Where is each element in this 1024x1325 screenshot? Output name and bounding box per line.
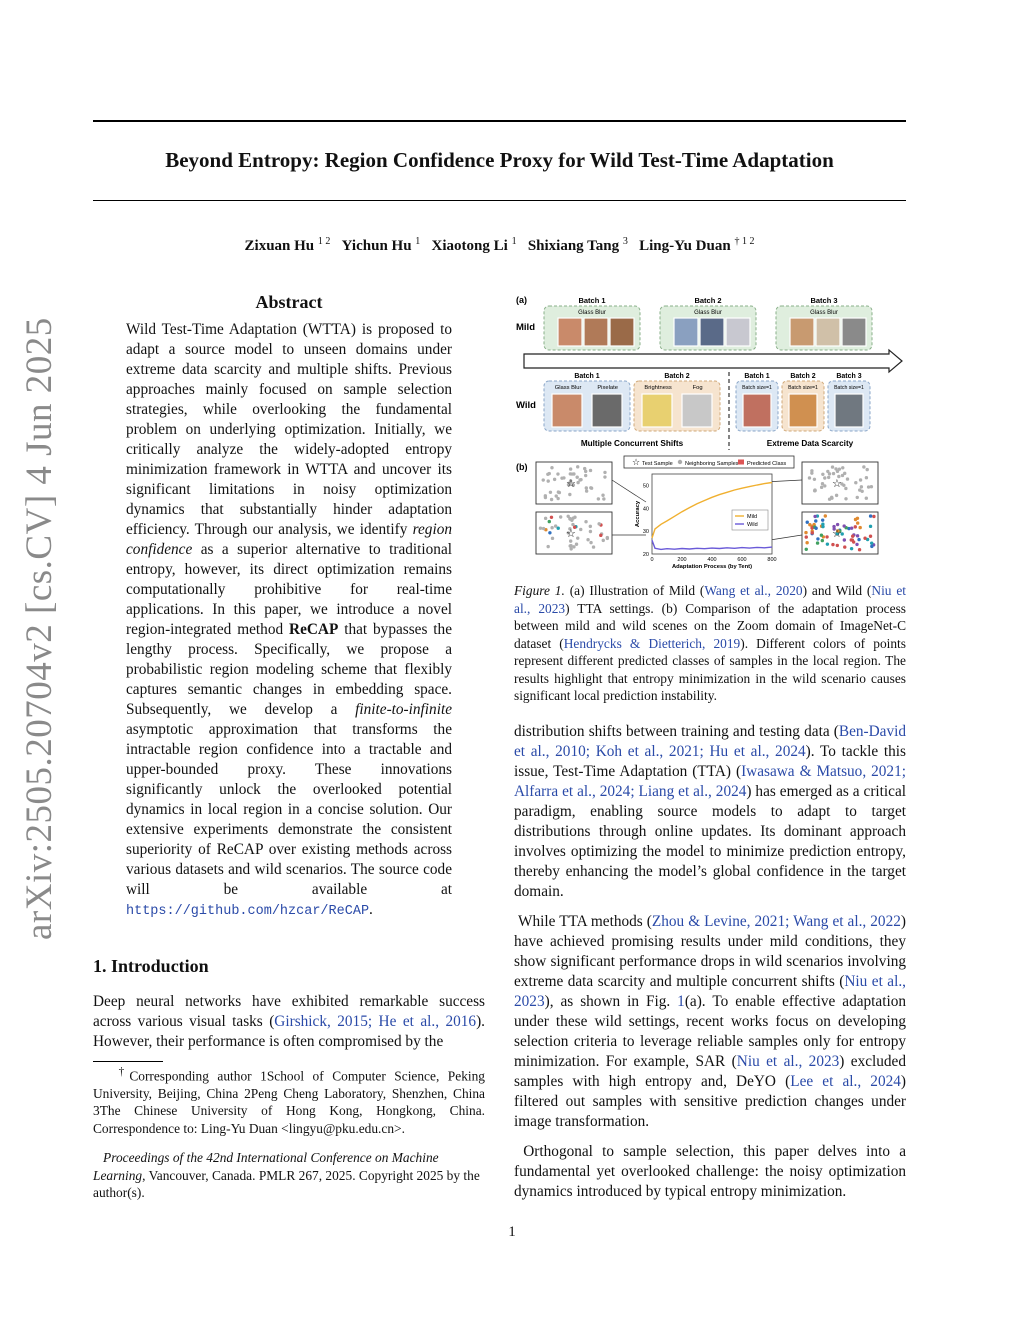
scatter-point <box>820 486 823 489</box>
timeline-arrow <box>524 350 902 372</box>
legend-neighboring: Neighboring Samples <box>685 461 739 467</box>
shift-label: Glass Blur <box>578 310 606 316</box>
scatter-point <box>805 535 808 538</box>
intro-paragraph-4: Orthogonal to sample selection, this paper delves into a fundamental yet overlooked challenge: the noisy optimization dynamics introduced by typical entropy minimization. <box>514 1143 906 1200</box>
scatter-point <box>820 534 823 537</box>
scatter-point <box>816 537 819 540</box>
scatter-point <box>569 547 572 550</box>
scatter-point <box>814 527 817 530</box>
scatter-point <box>863 537 866 540</box>
scatter-point <box>551 537 554 540</box>
star-icon: ☆ <box>566 478 576 490</box>
shift-label: Glass Blur <box>694 310 722 316</box>
scatter-point <box>585 486 588 489</box>
scatter-point <box>828 498 831 501</box>
scatter-point <box>858 548 861 551</box>
scatter-point <box>856 496 859 499</box>
scatter-point <box>826 470 829 473</box>
scatter-point <box>576 536 579 539</box>
intro-paragraph-1: Deep neural networks have exhibited remarkable success across various visual tasks (Girshick, 2015; He et al., 2016). However, their performance is often compromised by the <box>93 993 485 1050</box>
scatter-point <box>857 538 860 541</box>
citation-link[interactable]: Hendrycks & Dietterich, 2019 <box>563 635 741 651</box>
scatter-point <box>836 523 839 526</box>
citation-link[interactable]: Zhou & Levine, 2021; Wang et al., 2022 <box>651 913 901 930</box>
legend-test-sample: Test Sample <box>642 461 673 467</box>
scatter-point <box>602 539 605 542</box>
scatter-point <box>869 525 872 528</box>
batch-label: Batch 3 <box>836 373 862 380</box>
scatter-point <box>832 472 835 475</box>
intro-paragraph-3: While TTA methods (Zhou & Levine, 2021; Wang et al., 2022) have achieved promising results under mild conditions, they show significant performance drops in wild scenarios involving extreme data scarcity and multiple concurrent shifts (Niu et al., 2023), as shown in Fig. 1(a). To enable effective adaptation under these wild settings, recent works focus on developing selection criteria to leverage reliable samples only for entropy minimization. For example, SAR (Niu et al., 2023) excluded samples with high entropy and, DeYO (Lee et al., 2024) filtered out samples with sensitive prediction changes under image transformation. <box>514 913 907 1130</box>
citation-link[interactable]: Niu et al., 2023 <box>736 1053 840 1070</box>
sample-image <box>790 318 814 346</box>
scatter-point <box>831 543 834 546</box>
scatter-point <box>811 531 814 534</box>
scatter-point <box>838 467 841 470</box>
proceedings-note: Proceedings of the 42nd International Conference on Machine Learning, Vancouver, Canada. PMLR 267, 2025. Copyright 2025 by the author(s). <box>93 1150 480 1200</box>
shift-label: Glass Blur <box>810 310 838 316</box>
author-name: Zixuan Hu $^{1 2}$ <box>244 236 331 254</box>
gray-dot-icon <box>678 460 682 464</box>
scatter-point <box>842 524 845 527</box>
scatter-point <box>579 478 582 481</box>
scatter-point <box>603 471 606 474</box>
scatter-point <box>869 535 872 538</box>
batch-label: Batch 2 <box>694 296 722 305</box>
scatter-point <box>539 527 542 530</box>
row-label-wild: Wild <box>516 400 536 411</box>
group-label-scarcity: Extreme Data Scarcity <box>766 439 854 448</box>
figure-1 <box>514 290 906 572</box>
scatter-point <box>575 476 578 479</box>
accuracy-chart <box>635 474 777 570</box>
sample-image <box>842 318 866 346</box>
scatter-point <box>550 466 553 469</box>
scatter-point <box>836 544 839 547</box>
scatter-point <box>813 488 816 491</box>
citation-link[interactable]: Wang et al., 2020 <box>704 583 803 598</box>
sample-image <box>642 394 672 427</box>
y-tick-label: 20 <box>642 552 649 558</box>
scatter-point <box>589 530 592 533</box>
scatter-point <box>586 538 589 541</box>
sample-image <box>816 318 840 346</box>
scatter-point <box>851 535 854 538</box>
scatter-point <box>843 538 846 541</box>
scatter-point <box>589 525 592 528</box>
scatter-point <box>549 491 552 494</box>
sample-image <box>592 394 622 427</box>
scatter-point <box>841 466 844 469</box>
y-tick-label: 30 <box>642 529 649 536</box>
footnote-rule <box>93 1061 163 1062</box>
figure-legend <box>624 456 794 468</box>
scatter-point <box>860 490 863 493</box>
y-axis-label: Accuracy <box>635 500 641 528</box>
scatter-point <box>542 478 545 481</box>
legend-predicted-class: Predicted Class <box>747 461 787 467</box>
panel-a-label: (a) <box>516 295 527 305</box>
scatter-point <box>859 478 862 481</box>
scatter-point <box>602 497 605 500</box>
scatter-point <box>850 547 853 550</box>
scatter-point <box>866 468 869 471</box>
scatter-point <box>570 472 573 475</box>
legend-label: Mild <box>747 514 758 520</box>
scatter-point <box>821 525 824 528</box>
citation-link[interactable]: Niu et al., 2023 <box>514 583 907 616</box>
x-tick-label: 400 <box>707 557 717 563</box>
scatter-point <box>823 476 826 479</box>
scatter-point <box>865 476 868 479</box>
author-affiliation: 1 <box>511 236 517 247</box>
scatter-point <box>557 490 560 493</box>
title-rule-top <box>93 120 906 122</box>
y-tick-label: 50 <box>642 483 649 490</box>
citation-link[interactable]: Ben-David et al., 2010; Koh et al., 2021; Hu et al., 2024 <box>514 723 906 760</box>
shift-label: Batch size=1 <box>788 385 818 391</box>
scatter-point <box>821 482 824 485</box>
scatter-point <box>550 498 553 501</box>
scatter-point <box>808 523 811 526</box>
batch-label: Batch 1 <box>574 373 600 380</box>
scatter-point <box>589 486 592 489</box>
star-icon: ☆ <box>566 528 576 540</box>
x-tick-label: 600 <box>737 557 747 563</box>
author-name: Yichun Hu $^1$ <box>341 236 421 254</box>
author-name: Ling-Yu Duan $^{\dagger 1 2}$ <box>639 236 755 254</box>
shift-label: Glass Blur <box>554 385 582 391</box>
star-icon: ☆ <box>632 457 641 467</box>
scatter-point <box>568 544 571 547</box>
scatter-point <box>546 545 549 548</box>
scatter-point <box>843 472 846 475</box>
page-number: 1 <box>508 1224 516 1240</box>
scatter-point <box>870 545 873 548</box>
citation-link[interactable]: Niu et al., 2023 <box>514 973 906 1010</box>
paper-title: Beyond Entropy: Region Confidence Proxy for Wild Test-Time Adaptation <box>165 148 834 172</box>
scatter-point <box>850 538 853 541</box>
batch-label: Batch 3 <box>810 296 838 305</box>
legend-label: Wild <box>747 522 758 528</box>
scatter-point <box>854 481 857 484</box>
scatter-point <box>550 526 553 529</box>
code-link[interactable]: https://github.com/hzcar/ReCAP <box>126 904 370 919</box>
scatter-point <box>576 465 579 468</box>
section-heading-introduction: 1. Introduction <box>93 956 209 976</box>
scatter-point <box>862 465 865 468</box>
x-tick-label: 0 <box>650 557 654 563</box>
sample-image <box>552 394 582 427</box>
scatter-point <box>584 474 587 477</box>
scatter-point <box>556 472 559 475</box>
scatter-point <box>548 472 551 475</box>
zoom-connector <box>612 480 646 502</box>
intro-paragraph-2: distribution shifts between training and testing data (Ben-David et al., 2010; Koh et al., 2021; Hu et al., 2024). To tackle this issue, Test-Time Adaptation (TTA) (Iwasawa & Matsuo, 2021; Alfarra et al., 2024; Liang et al., 2024) has emerged as a critical paradigm, enabling source models to adapt to target distributions through online updates. Its dominant approach involves optimizing the model to minimize prediction entropy, thereby enhancing the model’s global confidence in the target domain. <box>514 723 907 900</box>
shift-label: Batch size=1 <box>834 385 864 391</box>
author-affiliation: † 1 2 <box>734 236 755 247</box>
scatter-point <box>597 497 600 500</box>
scatter-point <box>825 535 828 538</box>
scatter-point <box>806 521 809 524</box>
scatter-point <box>821 539 824 542</box>
sample-image <box>726 318 750 346</box>
scatter-point <box>856 517 859 520</box>
sample-image <box>610 318 634 346</box>
scatter-point <box>821 473 824 476</box>
scatter-point <box>808 476 811 479</box>
scatter-point <box>603 475 606 478</box>
scatter-point <box>542 527 545 530</box>
x-tick-label: 200 <box>677 557 687 563</box>
scatter-point <box>824 514 827 517</box>
scatter-point <box>553 478 556 481</box>
batch-label: Batch 2 <box>664 373 690 380</box>
scatter-point <box>826 542 829 545</box>
sample-image <box>674 318 698 346</box>
group-label-shifts: Multiple Concurrent Shifts <box>580 439 684 448</box>
scatter-point <box>870 541 873 544</box>
row-label-mild: Mild <box>516 322 535 333</box>
scatter-point <box>589 469 592 472</box>
scatter-point <box>856 534 859 537</box>
scatter-point <box>599 534 602 537</box>
scatter-point <box>597 522 600 525</box>
citation-link[interactable]: Girshick, 2015; He et al., 2016 <box>274 1013 477 1030</box>
scatter-point <box>827 476 830 479</box>
scatter-point <box>816 541 819 544</box>
scatter-point <box>584 470 587 473</box>
scatter-point <box>846 477 849 480</box>
scatter-point <box>544 517 547 520</box>
scatter-point <box>548 520 551 523</box>
scatter-point <box>576 481 579 484</box>
scatter-point <box>568 493 571 496</box>
sample-image <box>789 394 817 427</box>
scatter-point <box>869 514 872 517</box>
scatter-point <box>579 528 582 531</box>
citation-link[interactable]: Iwasawa & Matsuo, 2021; Alfarra et al., 2024; Liang et al., 2024 <box>514 763 906 800</box>
scatter-point <box>843 545 846 548</box>
scatter-point <box>855 543 858 546</box>
scatter-point <box>854 525 857 528</box>
abstract-body: Wild Test-Time Adaptation (WTTA) is proposed to adapt a source model to unseen domains under extreme data scarcity and multiple shifts. Previous approaches mainly focused on sample selection strategies, while overlooking the fundamental problem on underlying optimization. Initially, we critically analyze the widely-adopted entropy minimization framework in WTTA and uncover its significant limitations in noisy optimization dynamics that substantially hinder adaptation efficiency. Through our analysis, we identify region confidence as a superior alternative to traditional entropy, however, its direct optimization remains computationally prohibitive for real-time applications. In this paper, we introduce a novel region-integrated method ReCAP that bypasses the lengthy process. Specifically, we propose a probabilistic region modeling scheme that flexibly captures semantic changes in embedding space. Subsequently, we develop a finite-to-infinite asymptotic approximation that transforms the intractable region confidence into a tractable and upper-bounded proxy. These innovations significantly unlock the overlooked potential dynamics in local region in a concise solution. Our extensive experiments demonstrate the consistent superiority of ReCAP over existing methods across various datasets and wild scenarios. The source code will be available at https://github.com/hzcar/ReCAP. <box>126 321 452 919</box>
scatter-point <box>813 478 816 481</box>
sample-image <box>584 318 608 346</box>
scatter-point <box>559 515 562 518</box>
scatter-point <box>831 465 834 468</box>
author-name: Xiaotong Li $^1$ <box>431 236 517 254</box>
scatter-point <box>865 497 868 500</box>
scatter-point <box>804 531 807 534</box>
scatter-point <box>813 515 816 518</box>
abstract-heading: Abstract <box>255 292 323 312</box>
mild-batches <box>544 296 872 350</box>
shift-label: Pixelate <box>597 385 618 391</box>
title-rule-bottom <box>93 200 906 201</box>
star-icon: ☆ <box>832 478 842 490</box>
scatter-point <box>575 543 578 546</box>
zoom-connector <box>770 535 802 540</box>
scatter-point <box>860 485 863 488</box>
scatter-point <box>585 489 588 492</box>
scatter-point <box>557 527 560 530</box>
x-axis-label: Adaptation Process (by Tent) <box>671 564 753 570</box>
scatter-point <box>858 526 861 529</box>
batch-label: Batch 1 <box>578 296 606 305</box>
scatter-point <box>870 485 873 488</box>
author-affiliation: 1 2 <box>317 236 331 247</box>
panel-b-label: (b) <box>516 462 528 472</box>
batch-label: Batch 1 <box>744 373 770 380</box>
scatter-point <box>548 531 551 534</box>
scatter-point <box>844 487 847 490</box>
scatter-point <box>872 515 875 518</box>
scatter-point <box>606 537 609 540</box>
scatter-point <box>805 548 808 551</box>
scatter-point <box>550 516 553 519</box>
footnote: †Corresponding author 1School of Computer Science, Peking University, Beijing, China 2Peng Cheng Laboratory, Shenzhen, China 3The Chinese University of Hong Kong, Hongkong, China. Correspondence to: Ling-Yu Duan <lingyu@pku.edu.cn>. <box>93 1066 486 1136</box>
scatter-point <box>850 526 853 529</box>
arxiv-identifier: arXiv:2505.20704v2 [cs.CV] 4 Jun 2025 <box>19 317 60 940</box>
figure-ref-link[interactable]: 1 <box>677 993 685 1010</box>
scatter-point <box>835 494 838 497</box>
scatter-point <box>805 541 808 544</box>
scatter-point <box>589 541 592 544</box>
y-tick-label: 40 <box>642 506 649 513</box>
scatter-point <box>573 515 576 518</box>
scatter-point <box>569 467 572 470</box>
scatter-point <box>856 521 859 524</box>
scatter-point <box>544 496 547 499</box>
author-affiliation: 1 <box>415 236 421 247</box>
scatter-point <box>592 545 595 548</box>
star-icon: ☆ <box>832 528 842 540</box>
x-tick-label: 800 <box>767 557 777 563</box>
shift-label: Brightness <box>644 385 672 391</box>
citation-link[interactable]: Lee et al., 2024 <box>790 1073 901 1090</box>
scatter-point <box>821 518 824 521</box>
figure-1-caption: Figure 1. (a) Illustration of Mild (Wang et al., 2020) and Wild (Niu et al., 2023) TTA settings. (b) Comparison of the adaptation process between mild and wild scenes on the Zoom domain of ImageNet-C dataset (Hendrycks & Dietterich, 2019). Different colors of points represent different predicted classes of samples in the local region. The results highlight that entropy minimization in the wild scenario causes significant local prediction instability. <box>514 583 907 703</box>
author-affiliation: 3 <box>622 236 628 247</box>
scatter-point <box>572 545 575 548</box>
color-swatch-icon <box>738 460 744 465</box>
scatter-point <box>560 476 563 479</box>
scatter-point <box>814 519 817 522</box>
sample-image <box>743 394 771 427</box>
sample-image <box>682 394 712 427</box>
shift-label: Fog <box>692 385 703 391</box>
author-list <box>93 236 906 255</box>
author-name: Shixiang Tang $^3$ <box>527 236 628 254</box>
scatter-point <box>584 520 587 523</box>
scatter-point <box>844 497 847 500</box>
scatter-point <box>810 469 813 472</box>
sample-image <box>558 318 582 346</box>
scatter-point <box>547 479 550 482</box>
sample-image <box>700 318 724 346</box>
batch-label: Batch 2 <box>790 373 816 380</box>
scatter-point <box>601 494 604 497</box>
wild-batches <box>544 373 870 431</box>
shift-label: Batch size=1 <box>742 385 772 391</box>
scatter-point <box>556 497 559 500</box>
scatter-point <box>568 517 571 520</box>
sample-image <box>835 394 863 427</box>
